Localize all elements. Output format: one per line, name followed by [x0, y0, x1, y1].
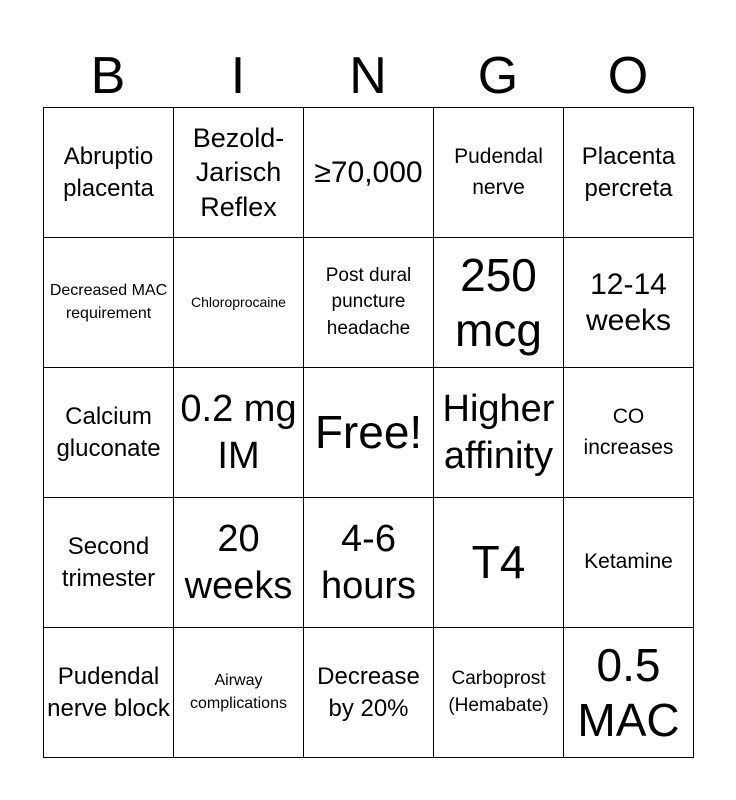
cell-text: Carboprost (Hemabate) — [448, 667, 549, 716]
bingo-cell[interactable] — [174, 628, 304, 758]
bingo-cell[interactable] — [434, 628, 564, 758]
bingo-cell[interactable] — [44, 108, 174, 238]
cell-text: Placenta percreta — [581, 143, 676, 202]
cell-text: Decrease by 20% — [317, 663, 420, 722]
cell-text: Ketamine — [584, 550, 673, 574]
bingo-cell[interactable] — [304, 498, 434, 628]
cell-text: 4-6 hours — [320, 518, 417, 607]
bingo-cell[interactable] — [44, 368, 174, 498]
cell-text: Airway complications — [190, 672, 287, 712]
bingo-cell[interactable] — [434, 108, 564, 238]
bingo-cell[interactable] — [304, 238, 434, 368]
header-letter-g: G — [477, 47, 519, 105]
cell-text: Abruptio placenta — [63, 143, 154, 202]
cell-text: 20 weeks — [184, 518, 293, 607]
cell-text: Calcium gluconate — [56, 403, 161, 462]
cell-text: Post dural puncture headache — [325, 264, 412, 339]
cell-text: T4 — [471, 536, 526, 589]
bingo-cell[interactable] — [564, 498, 694, 628]
bingo-cell[interactable] — [174, 368, 304, 498]
bingo-cell[interactable] — [44, 498, 174, 628]
cell-text: Chloroprocaine — [191, 294, 286, 311]
bingo-cell[interactable] — [174, 108, 304, 238]
cell-text: Second trimester — [61, 533, 156, 592]
bingo-cell[interactable] — [434, 238, 564, 368]
cell-text: Pudendal nerve block — [47, 663, 170, 722]
bingo-cell[interactable] — [434, 498, 564, 628]
cell-text: Pudendal nerve — [454, 145, 543, 199]
cell-text: 250 mcg — [455, 249, 542, 356]
cell-text: ≥70,000 — [314, 155, 423, 189]
bingo-cell[interactable] — [304, 628, 434, 758]
bingo-cell[interactable] — [174, 238, 304, 368]
cell-text: 0.5 MAC — [577, 639, 680, 746]
bingo-header — [43, 44, 693, 108]
cell-text: CO increases — [583, 405, 674, 459]
header-letter-n: N — [349, 47, 387, 105]
cell-text: Bezold-Jarisch Reflex — [192, 122, 285, 222]
bingo-cell[interactable] — [564, 108, 694, 238]
cell-text: Free! — [314, 406, 423, 459]
bingo-cell[interactable] — [434, 368, 564, 498]
bingo-cell[interactable] — [564, 368, 694, 498]
bingo-cell[interactable] — [44, 628, 174, 758]
header-letter-i: I — [230, 47, 246, 105]
bingo-cell[interactable] — [564, 238, 694, 368]
free-space[interactable] — [304, 368, 434, 498]
bingo-cell[interactable] — [44, 238, 174, 368]
bingo-cell[interactable] — [564, 628, 694, 758]
cell-text: Higher affinity — [442, 388, 555, 477]
cell-text: 12-14 weeks — [585, 268, 672, 337]
header-letter-b: B — [90, 47, 126, 105]
cell-text: 0.2 mg IM — [180, 388, 297, 477]
bingo-cell[interactable] — [304, 108, 434, 238]
bingo-board — [43, 107, 694, 758]
bingo-cell[interactable] — [174, 498, 304, 628]
cell-text: Decreased MAC requirement — [49, 282, 168, 322]
header-letter-o: O — [607, 47, 649, 105]
